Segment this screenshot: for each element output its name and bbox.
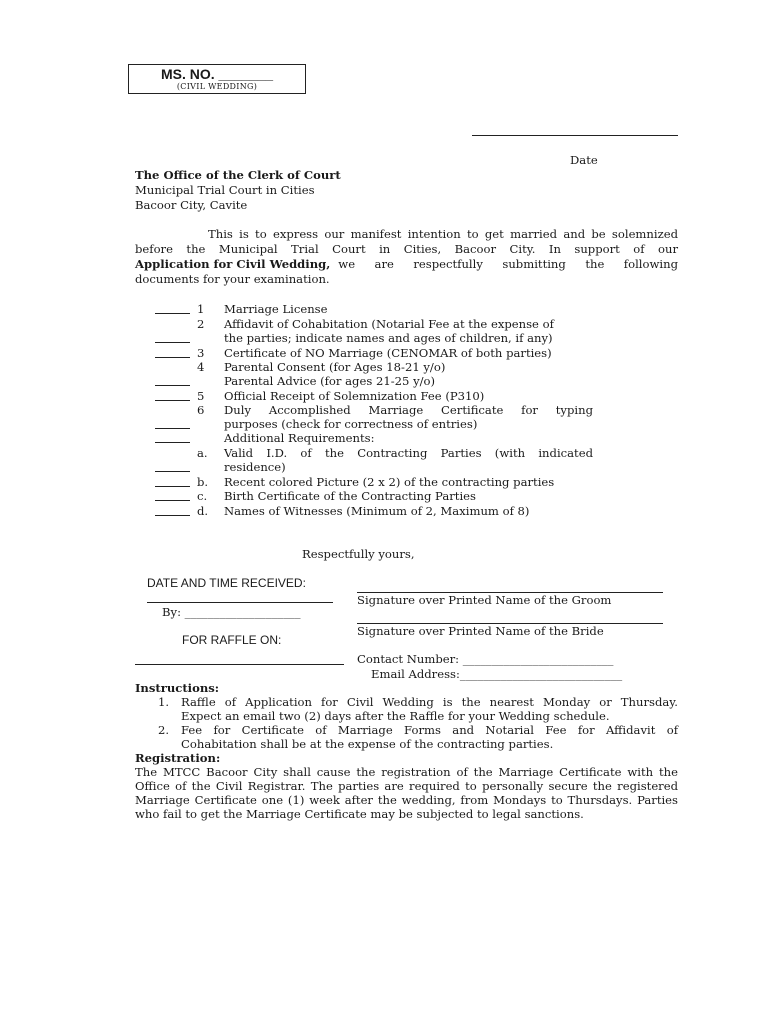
checklist-blank[interactable] xyxy=(155,486,190,487)
requirement-text: Parental Consent (for Ages 18-21 y/o) xyxy=(224,360,446,374)
contact-number-field[interactable]: Contact Number: __________________________ xyxy=(357,652,614,666)
requirement-number: a. xyxy=(197,446,208,460)
requirement-number: 4 xyxy=(197,360,205,374)
instruction-1-line-1: Raffle of Application for Civil Wedding is the nearest Monday or Thursday. xyxy=(181,695,678,709)
bride-signature-label: Signature over Printed Name of the Bride xyxy=(357,624,604,638)
checklist-blank[interactable] xyxy=(155,471,190,472)
instructions-heading: Instructions: xyxy=(135,681,220,695)
checklist-blank[interactable] xyxy=(155,357,190,358)
for-raffle-label: FOR RAFFLE ON: xyxy=(182,633,282,647)
requirement-text: Parental Advice (for ages 21-25 y/o) xyxy=(224,374,436,388)
requirement-number: 6 xyxy=(197,403,205,417)
requirement-text: Additional Requirements: xyxy=(224,431,375,445)
intro-line-4: documents for your examination. xyxy=(135,272,330,286)
requirement-number: b. xyxy=(197,475,209,489)
requirement-text: residence) xyxy=(224,460,286,474)
intro-line-2: before the Municipal Trial Court in Cities, Bacoor City. In support of our xyxy=(135,242,678,256)
instruction-1-num: 1. xyxy=(158,695,170,709)
groom-signature-label: Signature over Printed Name of the Groom xyxy=(357,593,612,607)
addressee-city: Bacoor City, Cavite xyxy=(135,198,248,212)
requirement-number: c. xyxy=(197,489,208,503)
ms-number-box xyxy=(128,64,306,94)
requirement-number: 2 xyxy=(197,317,205,331)
requirement-text: Birth Certificate of the Contracting Parties xyxy=(224,489,476,503)
respectfully-yours: Respectfully yours, xyxy=(302,547,415,561)
date-label: Date xyxy=(570,153,598,167)
requirement-text: the parties; indicate names and ages of children, if any) xyxy=(224,331,553,345)
requirement-text: purposes (check for correctness of entries) xyxy=(224,417,478,431)
registration-heading: Registration: xyxy=(135,751,221,765)
raffle-date-line[interactable] xyxy=(135,664,344,665)
addressee-court: Municipal Trial Court in Cities xyxy=(135,183,315,197)
requirement-text: Duly Accomplished Marriage Certificate for typing xyxy=(224,403,593,417)
requirement-number: d. xyxy=(197,504,209,518)
registration-line-1: The MTCC Bacoor City shall cause the registration of the Marriage Certificate with the xyxy=(135,765,678,779)
instruction-2-line-1: Fee for Certificate of Marriage Forms and Notarial Fee for Affidavit of xyxy=(181,723,678,737)
registration-line-2: Office of the Civil Registrar. The parties are required to personally secure the registered xyxy=(135,779,678,793)
requirement-text: Official Receipt of Solemnization Fee (P310) xyxy=(224,389,485,403)
requirement-text: Certificate of NO Marriage (CENOMAR of both parties) xyxy=(224,346,552,360)
addressee-office: The Office of the Clerk of Court xyxy=(135,168,341,182)
checklist-blank[interactable] xyxy=(155,313,190,314)
requirement-text: Affidavit of Cohabitation (Notarial Fee at the expense of xyxy=(224,317,554,331)
date-time-received-label: DATE AND TIME RECEIVED: xyxy=(147,576,306,590)
instruction-1-line-2: Expect an email two (2) days after the Raffle for your Wedding schedule. xyxy=(181,709,610,723)
checklist-blank[interactable] xyxy=(155,400,190,401)
instruction-2-num: 2. xyxy=(158,723,170,737)
intro-line-3: Application for Civil Wedding, we are respectfully submitting the following xyxy=(135,257,678,271)
requirement-number: 5 xyxy=(197,389,205,403)
requirement-text: Marriage License xyxy=(224,302,328,316)
checklist-blank[interactable] xyxy=(155,500,190,501)
email-address-field[interactable]: Email Address:____________________________ xyxy=(371,667,623,681)
registration-line-3: Marriage Certificate one (1) week after the wedding, from Mondays to Thursdays. Parties xyxy=(135,793,678,807)
received-by-field[interactable]: By: ____________________ xyxy=(162,605,301,619)
checklist-blank[interactable] xyxy=(155,428,190,429)
intro-line-1: This is to express our manifest intention to get married and be solemnized xyxy=(208,227,678,241)
application-bold: Application for Civil Wedding, xyxy=(135,257,331,271)
checklist-blank[interactable] xyxy=(155,515,190,516)
date-line[interactable] xyxy=(472,135,678,136)
instruction-2-line-2: Cohabitation shall be at the expense of the contracting parties. xyxy=(181,737,554,751)
registration-line-4: who fail to get the Marriage Certificate may be subjected to legal sanctions. xyxy=(135,807,584,821)
checklist-blank[interactable] xyxy=(155,342,190,343)
requirement-number: 1 xyxy=(197,302,205,316)
checklist-blank[interactable] xyxy=(155,442,190,443)
date-received-line[interactable] xyxy=(147,602,333,603)
ms-number-label: MS. NO. _______ xyxy=(160,66,274,82)
requirement-text: Recent colored Picture (2 x 2) of the contracting parties xyxy=(224,475,555,489)
requirement-number: 3 xyxy=(197,346,205,360)
requirement-text: Names of Witnesses (Minimum of 2, Maximum of 8) xyxy=(224,504,530,518)
checklist-blank[interactable] xyxy=(155,385,190,386)
ms-number-subtitle: (CIVIL WEDDING) xyxy=(176,82,258,91)
requirement-text: Valid I.D. of the Contracting Parties (with indicated xyxy=(224,446,593,460)
